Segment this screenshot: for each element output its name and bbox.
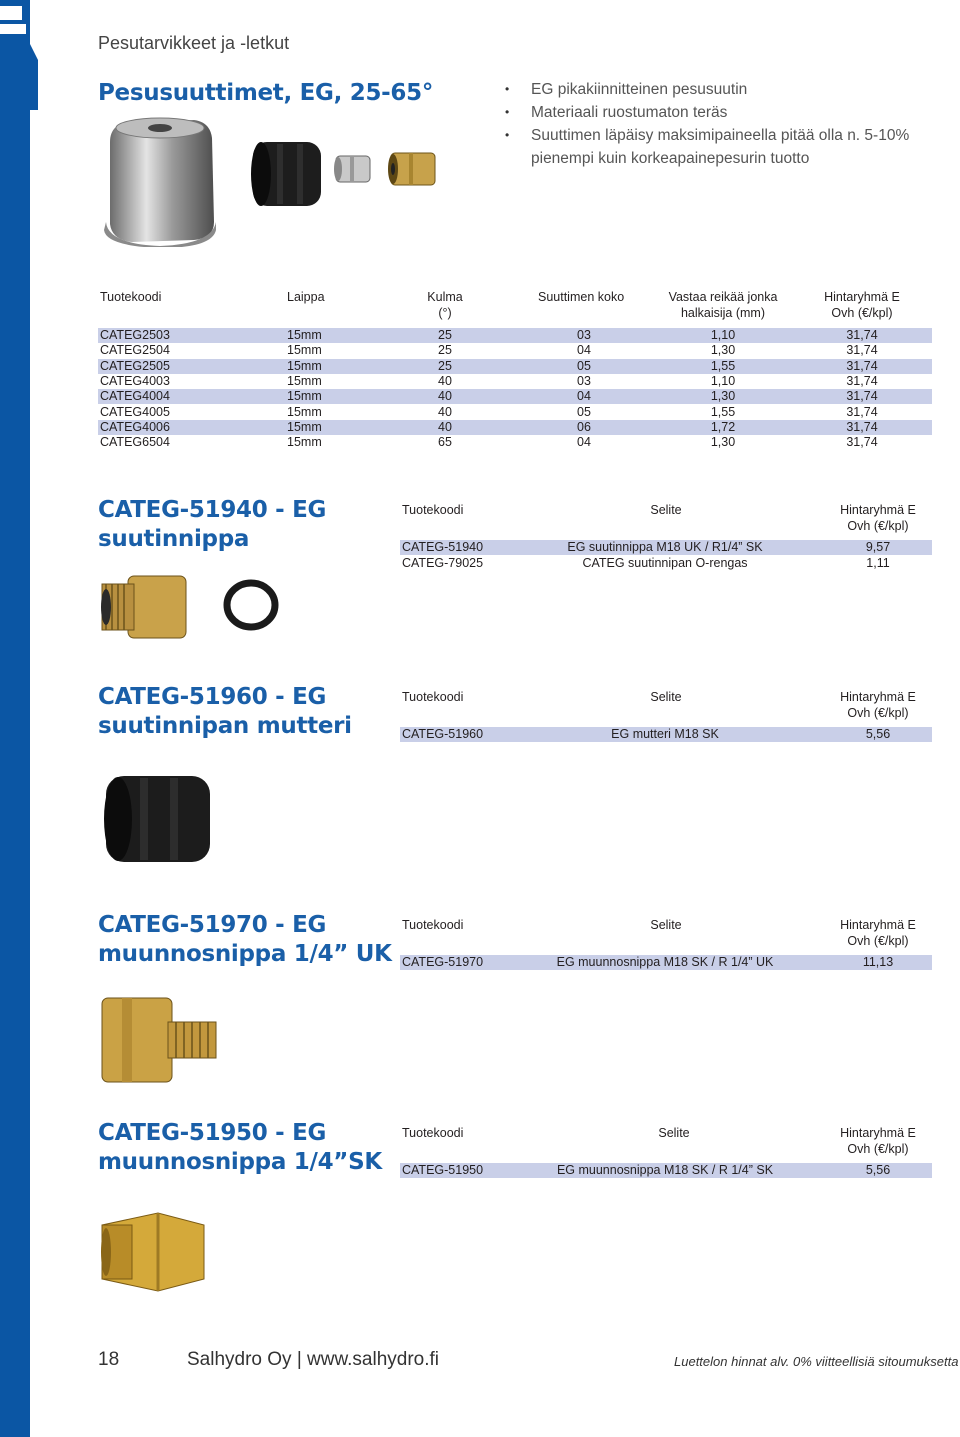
table-cell: CATEG2505 [100, 358, 170, 373]
table-row [400, 955, 932, 970]
suutinnippa-image [98, 572, 190, 642]
table-cell: 5,56 [865, 1163, 891, 1177]
table-cell: 31,74 [846, 358, 878, 373]
table-cell: 04 [577, 389, 591, 404]
table-cell: 40 [438, 389, 452, 404]
section-subtitle: muunnosnippa 1/4”SK [98, 1149, 382, 1175]
table-row [400, 556, 932, 571]
col-header-code: Tuotekoodi [402, 1126, 464, 1140]
table-row [98, 420, 932, 435]
table-cell: 15mm [287, 328, 322, 342]
table-cell: 15mm [287, 358, 322, 373]
page-title: Pesusuuttimet, EG, 25-65° [98, 80, 434, 106]
table-row [98, 359, 932, 374]
col-header-flange: Laippa [287, 290, 325, 304]
table-cell: 03 [577, 373, 591, 388]
table-cell: 15mm [287, 343, 322, 358]
col-header-price: Hintaryhmä E [840, 503, 916, 517]
sidebar-band [0, 0, 30, 1437]
table-cell: CATEG-79025 [402, 555, 484, 570]
table-cell: 04 [577, 435, 591, 450]
col-header-price: Hintaryhmä E [840, 690, 916, 704]
col-header-price-unit: Ovh (€/kpl) [847, 519, 909, 533]
table-cell: CATEG4004 [100, 389, 170, 404]
table-cell: 1,55 [710, 358, 736, 373]
table-row [400, 1163, 932, 1178]
table-cell: 1,11 [866, 555, 890, 570]
list-item: • Materiaali ruostumaton teräs [505, 101, 931, 124]
nozzle-image [98, 112, 228, 247]
table-row [98, 435, 932, 450]
table-cell: 1,30 [710, 435, 736, 450]
table-cell: 04 [577, 343, 591, 358]
muunnosnippa-uk-image [98, 990, 220, 1090]
table-cell: CATEG6504 [100, 435, 170, 450]
table-cell: 15mm [287, 389, 322, 404]
col-header-angle: Kulma (°) [427, 290, 463, 320]
table-cell: 1,55 [710, 404, 736, 419]
table-cell: CATEG4005 [100, 404, 170, 419]
col-header-price-unit: Ovh (€/kpl) [847, 1142, 909, 1156]
col-header-desc: Selite [650, 918, 682, 932]
table-cell: 31,74 [846, 389, 878, 404]
list-item: • EG pikakiinnitteinen pesusuutin [505, 78, 931, 101]
table-row [400, 540, 932, 555]
col-header-code: Tuotekoodi [402, 690, 464, 704]
table-cell: 15mm [287, 419, 322, 434]
table-cell: CATEG2504 [100, 343, 170, 358]
col-header-price: Hintaryhmä E Ovh (€/kpl) [824, 290, 900, 320]
table-cell: CATEG suutinnipan O-rengas [582, 555, 748, 570]
table-cell: 25 [438, 328, 452, 342]
table-cell: EG suutinnippa M18 UK / R1/4” SK [567, 540, 763, 554]
col-header-desc: Selite [658, 1126, 690, 1140]
section-title: CATEG-51950 - EG [98, 1120, 327, 1146]
table-cell: 40 [438, 373, 452, 388]
table-cell: 9,57 [865, 540, 891, 554]
feature-list [505, 78, 931, 170]
table-cell: EG muunnosnippa M18 SK / R 1/4” SK [556, 1163, 774, 1177]
col-header-price: Hintaryhmä E [840, 1126, 916, 1140]
section-tab-icon [0, 0, 38, 110]
table-cell: 06 [577, 419, 591, 434]
breadcrumb: Pesutarvikkeet ja -letkut [98, 33, 290, 53]
table-cell: 40 [438, 419, 452, 434]
table-cell: 25 [438, 343, 452, 358]
insert-image [332, 152, 374, 186]
table-cell: 40 [438, 404, 452, 419]
col-header-size: Suuttimen koko [538, 290, 625, 304]
table-cell: 1,10 [710, 328, 736, 342]
table-cell: CATEG2503 [100, 328, 170, 342]
table-cell: CATEG4003 [100, 373, 170, 388]
table-cell: 31,74 [846, 404, 878, 419]
section-title: CATEG-51960 - EG [98, 684, 327, 710]
section-title: CATEG-51970 - EG [98, 912, 327, 938]
col-header-desc: Selite [650, 503, 682, 517]
table-cell: CATEG-51960 [402, 727, 484, 741]
table-cell: 15mm [287, 435, 322, 450]
table-cell: 1,30 [710, 343, 736, 358]
table-cell: CATEG-51970 [402, 955, 484, 969]
table-cell: 1,10 [710, 373, 736, 388]
table-cell: 31,74 [846, 419, 878, 434]
section-subtitle: muunnosnippa 1/4” UK [98, 941, 392, 967]
table-row [400, 727, 932, 742]
list-item: pienempi kuin korkeapainepesurin tuotto [531, 150, 810, 167]
table-cell: 31,74 [846, 328, 878, 342]
col-header-code: Tuotekoodi [402, 918, 464, 932]
section-subtitle: suutinnippa [98, 526, 250, 552]
table-row [98, 328, 932, 343]
col-header-price: Hintaryhmä E [840, 918, 916, 932]
col-header-desc: Selite [650, 690, 682, 704]
col-header-price-unit: Ovh (€/kpl) [847, 934, 909, 948]
nut-image [247, 138, 327, 210]
table-cell: 31,74 [846, 343, 878, 358]
section-subtitle: suutinnipan mutteri [98, 713, 352, 739]
col-header-hole: Vastaa reikää jonka halkaisija (mm) [668, 290, 778, 320]
table-cell: 31,74 [846, 373, 878, 388]
table-row [98, 374, 932, 389]
table-cell: 05 [577, 404, 591, 419]
table-cell: 03 [577, 328, 591, 342]
list-item: • Suuttimen läpäisy maksimipaineella pitää olla n. 5-10% [505, 124, 931, 147]
col-header-code: Tuotekoodi [100, 290, 162, 304]
table-cell: 15mm [287, 373, 322, 388]
nipple-image [385, 147, 441, 191]
o-ring-image [223, 578, 279, 632]
table-row [98, 389, 932, 404]
table-cell: 1,72 [710, 419, 736, 434]
company-website: Salhydro Oy | www.salhydro.fi [187, 1349, 440, 1370]
section-title: CATEG-51940 - EG [98, 497, 327, 523]
table-cell: 31,74 [846, 435, 878, 450]
table-cell: CATEG4006 [100, 419, 170, 434]
table-cell: EG mutteri M18 SK [611, 727, 719, 741]
table-cell: EG muunnosnippa M18 SK / R 1/4” UK [556, 955, 774, 969]
table-row [98, 343, 932, 358]
price-disclaimer: Luettelon hinnat alv. 0% viitteellisiä sitoumuksetta [674, 1354, 959, 1369]
table-row [98, 405, 932, 420]
col-header-price-unit: Ovh (€/kpl) [847, 706, 909, 720]
page-number: 18 [98, 1349, 120, 1370]
muunnosnippa-sk-image [98, 1205, 208, 1299]
table-cell: 15mm [287, 404, 322, 419]
table-cell: 1,30 [710, 389, 736, 404]
mutteri-image [98, 770, 216, 866]
table-cell: 5,56 [865, 727, 891, 741]
table-cell: 65 [438, 435, 452, 450]
table-cell: CATEG-51940 [402, 540, 484, 554]
col-header-code: Tuotekoodi [402, 503, 464, 517]
table-cell: 11,13 [862, 955, 894, 969]
table-cell: 05 [577, 358, 591, 373]
table-cell: CATEG-51950 [402, 1163, 484, 1177]
table-cell: 25 [438, 358, 452, 373]
